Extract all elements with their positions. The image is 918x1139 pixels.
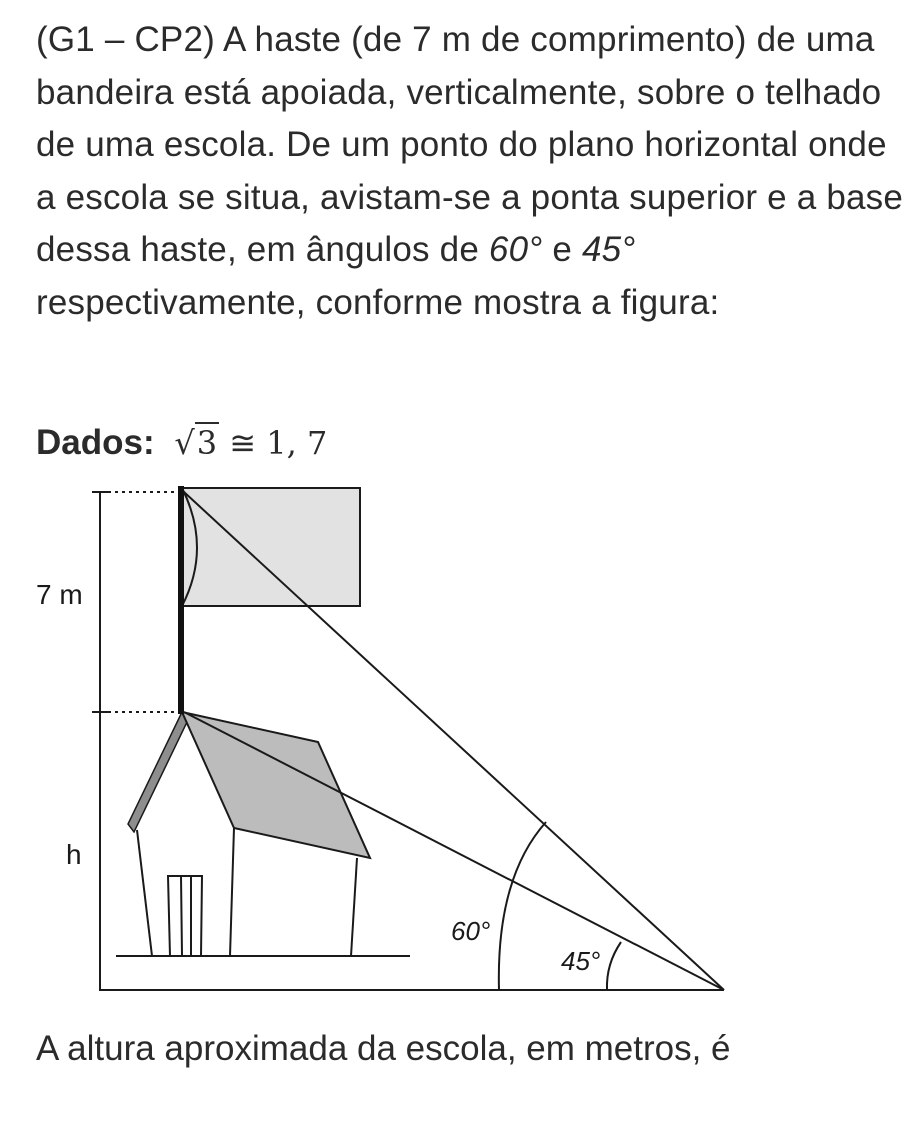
geometry-figure xyxy=(0,478,918,1008)
sqrt-approx: ≅ 1, 7 xyxy=(229,424,328,462)
sqrt-radicand: 3 xyxy=(196,424,218,462)
problem-text-part3: respectivamente, conforme mostra a figura: xyxy=(36,282,720,322)
question-text: A altura aproximada da escola, em metros, é xyxy=(36,1029,731,1068)
angle-45-inline: 45° xyxy=(581,230,636,269)
door-line-1 xyxy=(181,876,182,956)
problem-paragraph xyxy=(36,14,906,329)
flag xyxy=(182,488,360,606)
label-angle-60: 60° xyxy=(451,916,491,946)
dados-label: Dados: xyxy=(36,423,155,462)
angle-arc-45 xyxy=(607,942,621,990)
sqrt-sign: √3 xyxy=(174,424,218,462)
roof-side xyxy=(182,712,370,858)
roof-front-edge xyxy=(128,712,188,832)
sqrt-formula xyxy=(174,418,327,468)
door xyxy=(168,876,202,956)
wall-corner xyxy=(230,828,234,956)
sight-line-base xyxy=(184,712,724,990)
label-angle-45: 45° xyxy=(561,946,601,976)
angle-arc-60 xyxy=(499,822,546,990)
label-h: h xyxy=(66,839,82,870)
problem-text-part1: (G1 – CP2) A haste (de 7 m de comprimento) de uma bandeira está apoiada, verticalmente, sobre o telhado de uma escola. De um ponto do plano horizontal onde a escola se situa, avistam-se a ponta superior e a base dessa haste, em ângulos de xyxy=(36,20,904,269)
wall-left xyxy=(137,830,152,956)
problem-statement xyxy=(36,14,906,329)
problem-text-part2: e xyxy=(542,230,582,269)
given-data xyxy=(36,418,636,468)
label-7m: 7 m xyxy=(36,579,83,610)
angle-60-inline: 60° xyxy=(488,230,543,269)
wall-right xyxy=(351,858,357,956)
